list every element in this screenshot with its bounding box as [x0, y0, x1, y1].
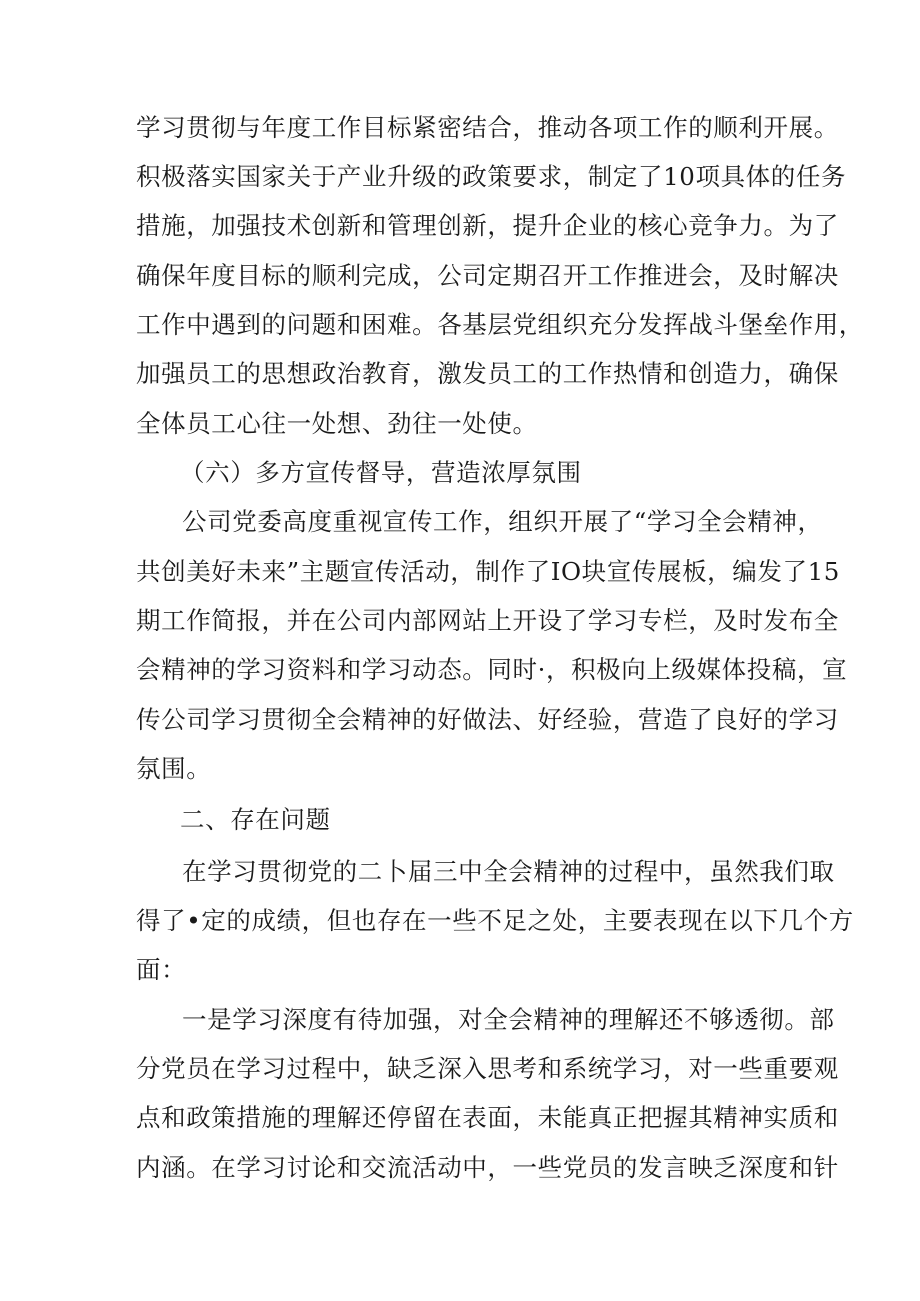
paragraph-line: 点和政策措施的理解还停留在表面，未能真正把握其精神实质和 [136, 1103, 839, 1132]
paragraph-line: 会精神的学习资料和学习动态。同时·，积极向上级媒体投稿，宣 [136, 655, 848, 684]
paragraph-line: 共创美好未来”主题宣传活动，制作了IO块宣传展板，编发了15 [136, 557, 840, 586]
paragraph-line: 内涵。在学习讨论和交流活动中，一些党员的发言映乏深度和针 [136, 1153, 839, 1182]
paragraph-line: 传公司学习贯彻全会精神的好做法、好经验，营造了良好的学习 [136, 705, 839, 734]
paragraph-line: 得了•定的成绩，但也存在一些不足之处，主要表现在以下几个方 [136, 906, 854, 935]
paragraph-line: 加强员工的思想政治教育，激发员工的工作热情和创造力，确保 [136, 359, 839, 388]
paragraph-line: 学习贯彻与年度工作目标紧密结合，推动各项工作的顺利开展。 [136, 113, 839, 142]
paragraph-line: 公司党委高度重视宣传工作，组织开展了“学习全会精神， [182, 507, 823, 536]
paragraph-line: 面： [136, 955, 187, 984]
paragraph-line: 全体员工心往一处想、劲往一处使。 [136, 409, 538, 438]
paragraph-line: 氛围。 [136, 754, 212, 783]
paragraph-line: 一是学习深度有待加强，对全会精神的理解还不够透彻。部 [182, 1005, 835, 1034]
paragraph-line: 确保年度目标的顺利完成，公司定期召开工作推进会，及时解决 [136, 261, 839, 290]
paragraph-line: 分党员在学习过程中，缺乏深入思考和系统学习，对一些重要观 [136, 1054, 839, 1083]
section-heading: （六）多方宣传督导，营造浓厚氛围 [180, 458, 582, 487]
paragraph-line: 工作中遇到的问题和困难。各基层党组织充分发挥战斗堡垒作用， [136, 310, 864, 339]
paragraph-line: 措施，加强技术创新和管理创新，提升企业的核心竞争力。为了 [136, 211, 839, 240]
paragraph-line: 期工作简报，并在公司内部网站上开设了学习专栏，及时发布全 [136, 606, 839, 635]
paragraph-line: 在学习贯彻党的二卜届三中全会精神的过程中，虽然我们取 [182, 857, 835, 886]
paragraph-line: 积极落实国家关于产业升级的政策要求，制定了10项具体的任务 [136, 162, 847, 191]
section-heading: 二、存在问题 [180, 805, 331, 834]
